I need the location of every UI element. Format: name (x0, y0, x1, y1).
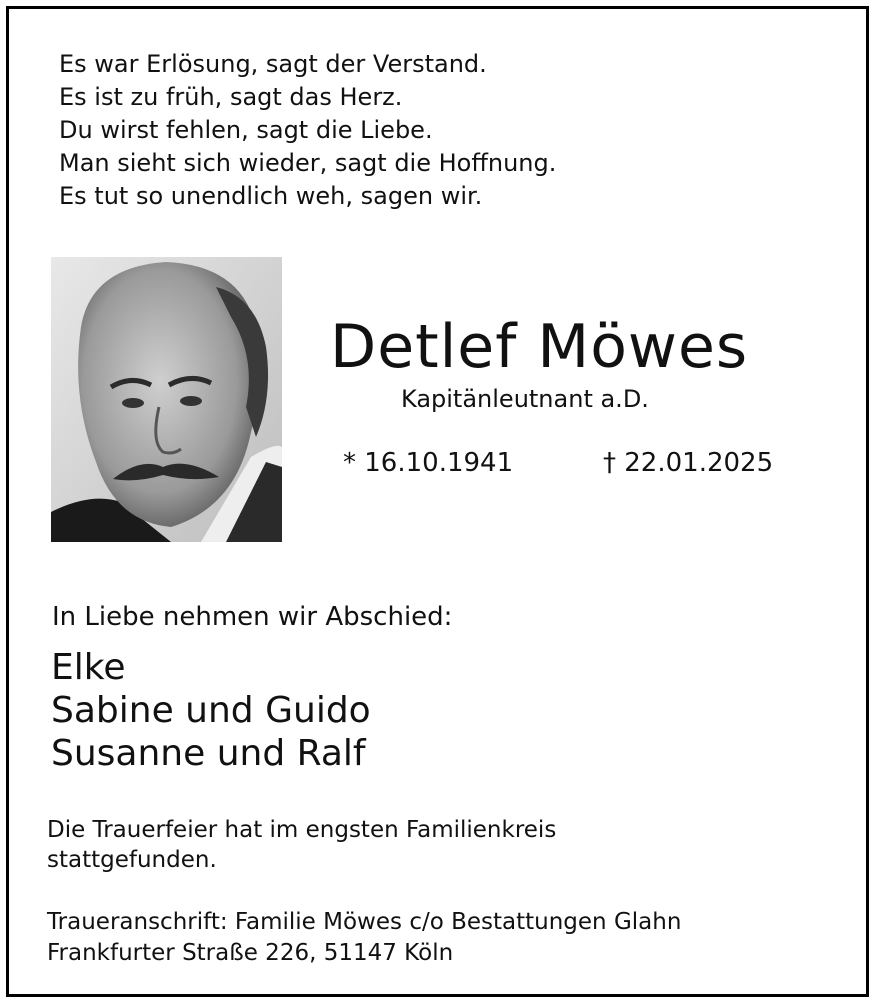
deceased-rank: Kapitänleutnant a.D. (401, 385, 649, 413)
ceremony-note-line: Die Trauerfeier hat im engsten Familienkreis (47, 817, 557, 843)
mourning-address (47, 907, 681, 969)
poem-line: Es tut so unendlich weh, sagen wir. (59, 182, 483, 210)
ceremony-note (47, 815, 556, 875)
poem-line: Es ist zu früh, sagt das Herz. (59, 83, 403, 111)
poem-line: Es war Erlösung, sagt der Verstand. (59, 50, 487, 78)
address-line: Frankfurter Straße 226, 51147 Köln (47, 940, 454, 966)
ceremony-note-line: stattgefunden. (47, 847, 217, 873)
mourners-list (51, 646, 371, 775)
poem-line: Man sieht sich wieder, sagt die Hoffnung. (59, 149, 557, 177)
farewell-heading: In Liebe nehmen wir Abschied: (52, 602, 453, 632)
portrait-photo (51, 257, 282, 542)
mourner-name: Sabine und Guido (51, 690, 371, 731)
death-date: † 22.01.2025 (603, 448, 774, 478)
poem-line: Du wirst fehlen, sagt die Liebe. (59, 116, 433, 144)
mourner-name: Susanne und Ralf (51, 733, 366, 774)
birth-date: * 16.10.1941 (343, 448, 514, 478)
deceased-name: Detlef Möwes (330, 312, 749, 382)
poem (59, 48, 556, 213)
address-line: Traueranschrift: Familie Möwes c/o Bestattungen Glahn (47, 909, 682, 935)
mourner-name: Elke (51, 647, 126, 688)
